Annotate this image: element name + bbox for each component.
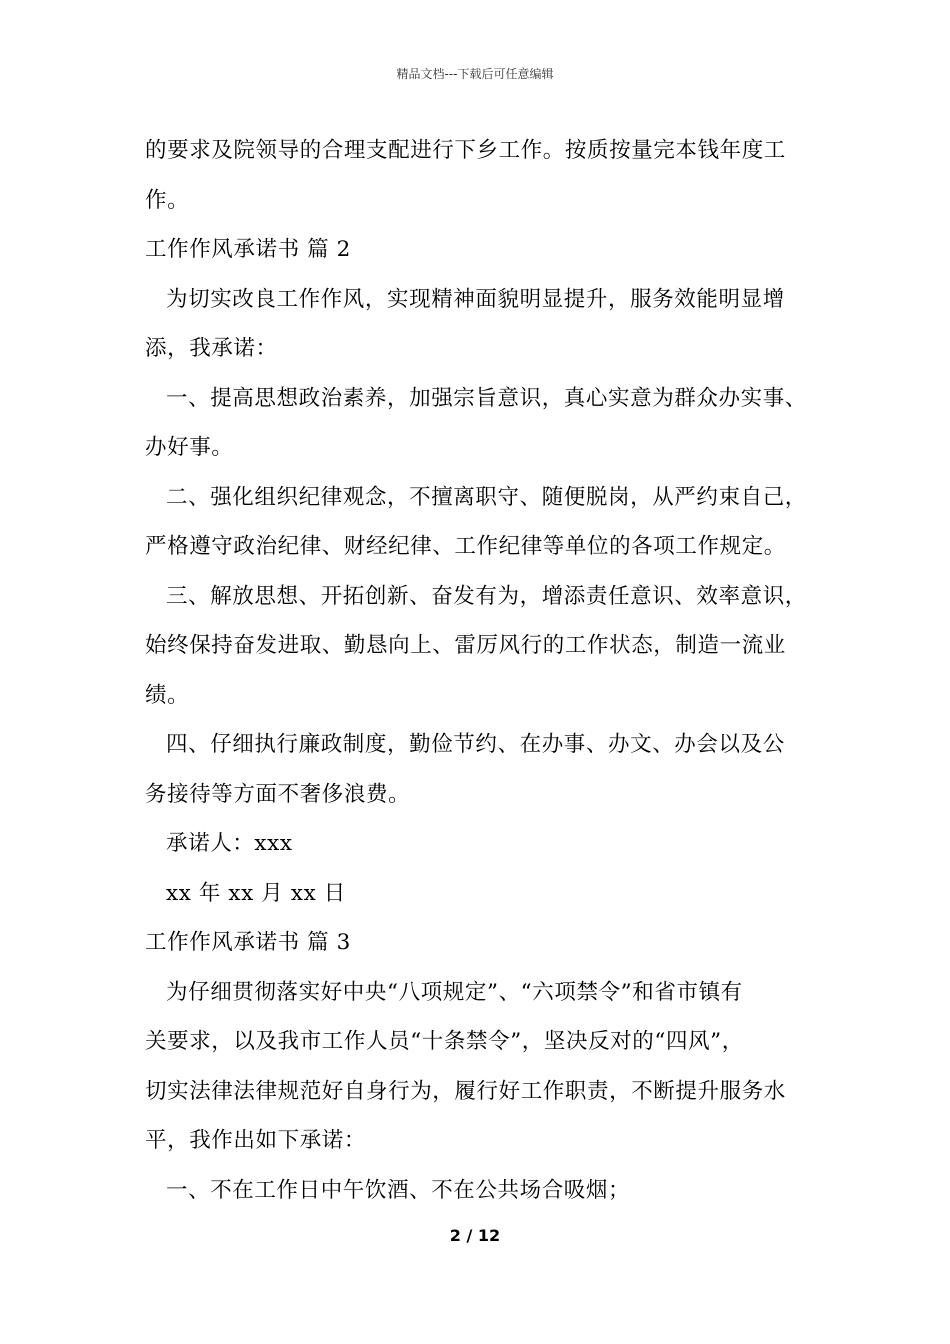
text-line: 添，我承诺： (145, 336, 278, 361)
page-number: 2 / 12 (449, 1226, 501, 1245)
date-line: xx 年 xx 月 xx 日 (166, 880, 346, 906)
text-line: 切实法律法律规范好自身行为，履行好工作职责，不断提升服务水 (145, 1078, 786, 1104)
text-line: 关要求，以及我市工作人员“十条禁令”，坚决反对的“四风”， (145, 1029, 744, 1054)
text-line: 严格遵守政治纪律、财经纪律、工作纪律等单位的各项工作规定。 (145, 534, 786, 559)
section-heading: 工作作风承诺书 篇 3 (145, 930, 351, 955)
page-header: 精品文档---下载后可任意编辑 (396, 67, 554, 81)
signature-line: 承诺人：xxx (166, 831, 293, 856)
section-heading: 工作作风承诺书 篇 2 (145, 237, 351, 262)
text-line: 绩。 (145, 682, 190, 708)
text-line: 一、不在工作日中午饮酒、不在公共场合吸烟； (166, 1177, 631, 1203)
document-body (145, 126, 825, 1215)
text-line: 始终保持奋发进取、勤恳向上、雷厉风行的工作状态，制造一流业 (145, 633, 786, 658)
text-line: 平，我作出如下承诺： (145, 1128, 367, 1153)
text-line: 为仔细贯彻落实好中央“八项规定”、“六项禁令”和省市镇有 (166, 979, 743, 1005)
text-line: 的要求及院领导的合理支配进行下乡工作。按质按量完本钱年度工 (145, 138, 786, 163)
text-line: 务接待等方面不奢侈浪费。 (145, 781, 411, 807)
text-line: 一、提高思想政治素养，加强宗旨意识，真心实意为群众办实事、 (166, 385, 807, 411)
text-line: 办好事。 (145, 435, 234, 460)
text-line: 二、强化组织纪律观念，不擅离职守、随便脱岗，从严约束自己， (166, 484, 807, 510)
text-line: 为切实改良工作作风，实现精神面貌明显提升，服务效能明显增 (166, 286, 785, 312)
text-line: 四、仔细执行廉政制度，勤俭节约、在办事、办文、办会以及公 (166, 732, 785, 757)
text-line: 三、解放思想、开拓创新、奋发有为，增添责任意识、效率意识， (166, 583, 807, 609)
text-line: 作。 (145, 187, 190, 213)
